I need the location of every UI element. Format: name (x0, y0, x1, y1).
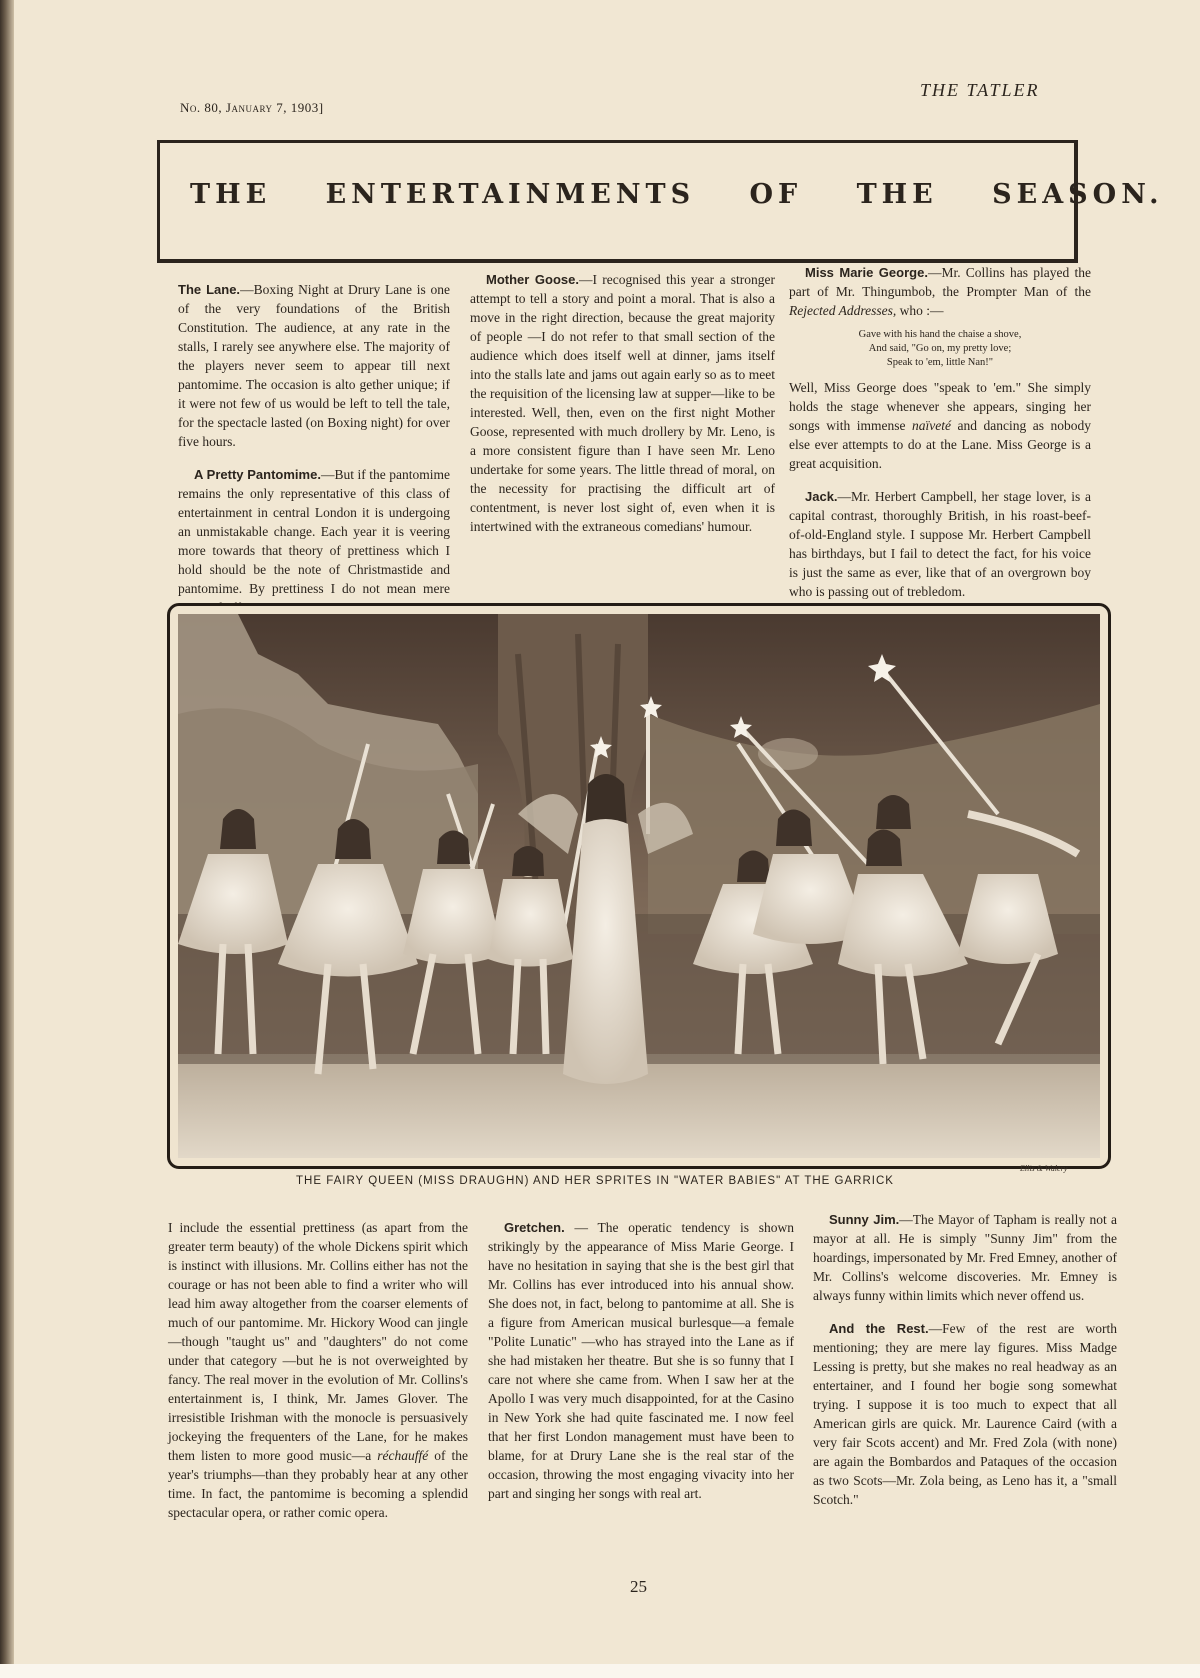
photo-caption: THE FAIRY QUEEN (MISS DRAUGHN) AND HER SPRITES IN "WATER BABIES" AT THE GARRICK (296, 1175, 894, 1187)
paragraph-text: —Boxing Night at Drury Lane is one of the very foundations of the British Constitution. The audience, at any rate in the stalls, I rarely see anywhere else. The majority of the players never seem to appear till next pantomime. The occasion is alto gether unique; if it were not few of us would be left to tell the tale, for the spectacle lasted (on Boxing night) for over five hours. (178, 282, 451, 449)
paragraph-text: —I recognised this year a stronger attempt to tell a story and point a moral. That is also a move in the right direction, because the great majority of people —I do not refer to that small section of the audience which does itself well at dinner, jams itself into the stalls late and jams out again early so as to meet the requisition of the licensing law at supper—like to be interested. Well, then, even on the first night Mother Goose, represented with much drollery by Mr. Leno, is a more consistent figure than I have seen Mr. Leno undertake for some years. The little thread of moral, on the necessity for practising the difficult art of contentment, is never lost sight of, even when it is intertwined with the extraneous comedians' humour. (470, 272, 775, 534)
title-box (157, 140, 1164, 263)
top-column-3 (789, 263, 1091, 615)
photo-credit: Ellis & Walery (1020, 1164, 1068, 1173)
paragraph-text: —Mr. Collins has played the part of Mr. Thingumbob, the Prompter Man of the (789, 265, 1091, 299)
paragraph-text: — The operatic tendency is shown strikingly by the appearance of Miss Marie George. I have no hesitation in saying that she is the best girl that Mr. Collins has ever introduced into his annual show. She does not, in fact, belong to pantomime at all. She is a figure from American musical burlesque—a female "Polite Lunatic" —who has strayed into the Lane as if she had mistaken her theatre. But she is so funny that I care not where she came from. When I saw her at the Apollo I was very much disappointed, for at the Casino in New York she had quite fascinated me. I now feel that her first London management must have been to blame, for at Drury Lane she is the real star of the occasion, throwing the most engaging vivacity into her part and singing her songs with real art. (488, 1220, 794, 1501)
paragraph-marie-george-continued (789, 378, 1091, 473)
verse-line: And said, "Go on, my pretty love; (868, 343, 1012, 354)
subhead-jack: Jack. (805, 489, 838, 504)
italic-word: réchauffé (377, 1448, 429, 1463)
paragraph-sunny-jim (813, 1210, 1117, 1305)
paragraph-text: —The Mayor of Tapham is really not a mayor at all. He is simply "Sunny Jim" from the hoardings, impersonated by Mr. Fred Emney, another of Mr. Collins's welcome discoveries. Mr. Emney is always funny within limits which never offend us. (813, 1212, 1117, 1303)
paragraph-text: —But if the pantomime remains the only representative of this class of entertainment in central London it is undergoing an unmistakable change. Each year it is veering more towards that theory of prettiness which I hold should be the note of Christmastide and pantomime. By prettiness I do not mean mere (178, 467, 450, 596)
paragraph-and-the-rest (813, 1319, 1117, 1509)
paragraph-mother-goose (470, 270, 775, 536)
page-number: 25 (630, 1577, 647, 1596)
italic-word: naïveté (912, 418, 951, 433)
paragraph-text: of the year's triumphs—than they probably hear at any other time. In fact, the pantomime is becoming a splendid spectacular opera, or rather comic opera. (168, 1448, 468, 1520)
paragraph-text: Well, Miss George does "speak to 'em." She simply holds the stage whenever she appears, singing her songs with immense (789, 380, 1091, 433)
subhead-the-lane: The Lane. (178, 282, 241, 297)
subhead-marie-george: Miss Marie George. (805, 265, 928, 280)
subhead-sunny-jim: Sunny Jim. (829, 1212, 900, 1227)
fairy-queen-photo-illustration (178, 614, 1100, 1158)
page-title: THE ENTERTAINMENTS OF THE SEASON. (190, 179, 1164, 210)
page-edge-shadow (0, 0, 14, 1678)
subhead-gretchen: Gretchen. (504, 1220, 565, 1235)
verse-quote (789, 328, 1091, 370)
subhead-pretty-pantomime: A Pretty Pantomime. (194, 467, 321, 482)
paragraph-jack (789, 487, 1091, 601)
paragraph-gretchen (488, 1218, 794, 1503)
page-bottom-margin (0, 1664, 1200, 1678)
verse-line: Speak to 'em, little Nan!" (886, 357, 994, 368)
paragraph-text: who :— (896, 303, 944, 318)
subhead-and-the-rest: And the Rest. (829, 1321, 929, 1336)
top-column-1 (178, 280, 450, 631)
subhead-mother-goose: Mother Goose. (486, 272, 579, 287)
issue-line: No. 80, January 7, 1903] (180, 100, 324, 115)
italic-title: Rejected Addresses, (789, 303, 897, 318)
bottom-column-2 (488, 1218, 794, 1517)
paragraph-the-lane (178, 280, 450, 451)
paragraph-pretty-pantomime (178, 465, 450, 617)
bottom-column-3 (813, 1210, 1117, 1523)
paragraph-prettiness-continued (168, 1218, 468, 1522)
photo-frame (167, 603, 1111, 1169)
verse-line: Gave with his hand the chaise a shove, (858, 329, 1022, 340)
paragraph-text: —Mr. Herbert Campbell, her stage lover, is a capital contrast, thoroughly British, in his roast-beef-of-old-England style. I suppose Mr. Herbert Campbell has birthdays, but I fail to detect the fact, for his voice is just the same as ever, like that of an overgrown boy who is passing out of trebledom. (789, 489, 1091, 599)
paragraph-text: I include the essential prettiness (as apart from the greater term beauty) of the whole Dickens spirit which is instinct with illusions. Mr. Collins either has not the courage or has not been able to find a writer who will lead him away altogether from the coarser elements of much of our pantomime. Mr. Hickory Wood can jingle—though "taught us" and "daughters" do not come under that category —but he is not overweighted by fancy. The real mover in the evolution of Mr. Collins's entertainment is, I think, Mr. James Glover. The irresistible Irishman with the monocle is persuasively jockeying the frequenters of the Lane, for he makes them listen to more good music—a (168, 1220, 468, 1463)
publication-name: THE TATLER (920, 80, 1040, 100)
stage-photograph (178, 614, 1100, 1158)
paragraph-text: —Few of the rest are worth mentioning; they are mere lay figures. Miss Madge Lessing is pretty, but she makes no real headway as an entertainer, and I found her bogie song somewhat trying. I suppose it is too much to expect that all American girls are quick. Mr. Laurence Caird (with a very fair Scots accent) and Mr. Fred Zola (with none) are again the Bombardos and Pataques of the occasion as two Scots—Mr. Zola being, as Leno has it, a "small Scotch." (813, 1321, 1117, 1507)
bottom-column-1 (168, 1218, 468, 1536)
paragraph-marie-george (789, 263, 1091, 320)
top-column-2 (470, 270, 775, 550)
paragraph-text: and dancing as nobody else ever attempts to do at the Lane. Miss George is a great acquisition. (789, 418, 1091, 471)
